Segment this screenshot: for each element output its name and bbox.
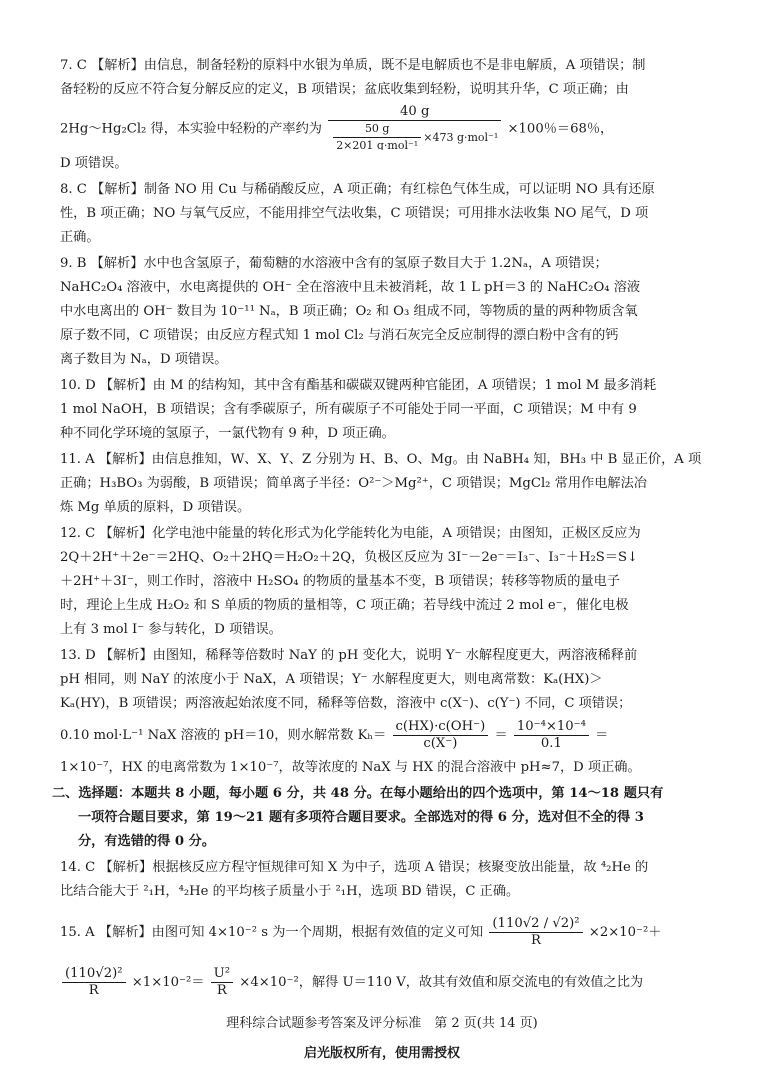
q7-denominator-tail: ×473 g·mol⁻¹	[423, 131, 499, 144]
q13-kh-denominator-1: c(X⁻)	[423, 736, 458, 751]
q15-fraction-1-numerator: (110√2 / √2)²	[489, 916, 582, 933]
q7-inner-denominator: 2×201 g·mol⁻¹	[336, 139, 419, 150]
q8-line-1: 8. C 【解析】制备 NO 用 Cu 与稀硝酸反应，A 项正确；有红棕色气体生成，可以证明 NO 具有还原	[60, 182, 655, 197]
q9-line-5: 离子数目为 Nₐ，D 项错误。	[60, 352, 228, 367]
section-2-line-2: 一项符合题目要求，第 19～21 题有多项符合题目要求。全部选对的得 6 分，选对但不全的得 3	[78, 810, 644, 825]
q15-term-1: ×2×10⁻²＋	[588, 925, 662, 940]
q7-yield-result: ×100％＝68％，	[507, 121, 614, 137]
q7-line-4: D 项错误。	[60, 156, 128, 171]
q12-line-1: 12. C 【解析】化学电池中能量的转化形式为化学能转化为电能，A 项错误；由图知，正极区反应为	[60, 526, 641, 541]
q15-fraction-3	[211, 966, 233, 999]
q15-fraction-3-numerator: U²	[211, 966, 233, 983]
q7-line-2: 备轻粉的反应不符合复分解反应的定义，B 项错误；盆底收集到轻粉，说明其升华，C 项正确；由	[60, 82, 629, 97]
q14-line-1: 14. C 【解析】根据核反应方程守恒规律可知 X 为中子，选项 A 错误；核聚变放出能量，故 ⁴₂He 的	[60, 860, 649, 875]
q15-line-1	[60, 908, 710, 958]
q13-equals-2: ＝	[595, 728, 609, 743]
q9-line-3: 中水电离出的 OH⁻ 数目为 10⁻¹¹ Nₐ，B 项正确；O₂ 和 O₃ 组成不同，等物质的量的两种物质含氧	[60, 304, 638, 319]
q7-yield-numerator: 40 g	[328, 104, 501, 121]
q13-kh-denominator-2: 0.1	[540, 736, 562, 751]
q13-line-5: 1×10⁻⁷，HX 的电离常数为 1×10⁻⁷，故等浓度的 NaX 与 HX 的混合溶液中 pH≈7，D 项正确。	[60, 760, 641, 775]
q15-text: 15. A 【解析】由图可知 4×10⁻² s 为一个周期，根据有效值的定义可知	[60, 925, 484, 940]
q7-line-3	[60, 104, 710, 150]
q15-fraction-2-denominator: R	[88, 983, 99, 998]
q15-fraction-2	[62, 966, 126, 999]
q7-yield-text: 2Hg～Hg₂Cl₂ 得，本实验中轻粉的产率约为	[60, 121, 322, 137]
q13-line-3: Kₐ(HY)，B 项错误；两溶液起始浓度不同，稀释等倍数，溶液中 c(X⁻)、c(Y⁻) 不同，C 项错误；	[60, 696, 632, 711]
q9-line-1: 9. B 【解析】水中也含氢原子，葡萄糖的水溶液中含有的氢原子数目大于 1.2Nₐ，A 项错误；	[60, 256, 608, 271]
q15-fraction-1-denominator: R	[531, 933, 541, 948]
q8-line-2: 性，B 项正确；NO 与氧气反应，不能用排空气法收集，C 项错误；可用排水法收集 NO 尾气，D 项	[60, 206, 649, 221]
q13-line-4	[60, 718, 710, 754]
q15-result: ×4×10⁻²，解得 U＝110 V，故其有效值和原交流电的有效值之比为	[239, 975, 644, 990]
q15-fraction-1	[489, 916, 582, 949]
q8-line-3: 正确。	[60, 230, 100, 245]
q12-line-2: 2Q＋2H⁺＋2e⁻＝2HQ、O₂＋2HQ＝H₂O₂＋2Q，负极区反应为 3I⁻－2e⁻＝I₃⁻、I₃⁻＋H₂S＝S↓	[60, 550, 639, 565]
q9-line-4: 原子数不同，C 项错误；由反应方程式知 1 mol Cl₂ 与消石灰完全反应制得的漂白粉中含有的钙	[60, 328, 619, 343]
q11-line-2: 正确；H₃BO₃ 为弱酸，B 项错误；简单离子半径：O²⁻＞Mg²⁺，C 项错误；MgCl₂ 常用作电解法冶	[60, 476, 647, 491]
q15-fraction-3-denominator: R	[216, 983, 227, 998]
q11-line-1: 11. A 【解析】由信息推知，W、X、Y、Z 分别为 H、B、O、Mg。由 NaBH₄ 知，BH₃ 中 B 显正价，A 项	[60, 452, 702, 467]
q13-kh-fraction-1	[393, 719, 489, 752]
q10-line-3: 种不同化学环境的氢原子，一氯代物有 9 种，D 项正确。	[60, 426, 395, 441]
q7-inner-numerator: 50 g	[333, 121, 421, 138]
q13-line-1: 13. D 【解析】由图知，稀释等倍数时 NaY 的 pH 变化大，说明 Y⁻ 水解程度更大，两溶液稀释前	[60, 648, 638, 663]
q12-line-3: ＋2H⁺＋3I⁻，则工作时，溶液中 H₂SO₄ 的物质的量基本不变，B 项错误；转移等物质的量电子	[60, 574, 620, 589]
q13-kh-fraction-2	[514, 719, 589, 752]
q12-line-4: 时，理论上生成 H₂O₂ 和 S 单质的物质的量相等，C 项正确；若导线中流过 2 mol e⁻，催化电极	[60, 598, 629, 613]
q9-line-2: NaHC₂O₄ 溶液中，水电离提供的 OH⁻ 全在溶液中且未被消耗，故 1 L pH＝3 的 NaHC₂O₄ 溶液	[60, 280, 641, 295]
q13-line-2: pH 相同，则 NaY 的浓度小于 NaX，A 项错误；Y⁻ 水解程度更大，则电离常数：Kₐ(HX)＞	[60, 672, 603, 687]
q7-inner-fraction	[333, 121, 421, 150]
page-footer-title: 理科综合试题参考答案及评分标准 第 2 页(共 14 页)	[226, 1016, 538, 1031]
q13-kh-text: 0.10 mol·L⁻¹ NaX 溶液的 pH＝10，则水解常数 Kₕ＝	[60, 728, 387, 743]
q7-yield-denominator	[328, 121, 501, 150]
q7-yield-fraction	[328, 104, 501, 150]
q10-line-2: 1 mol NaOH，B 项错误；含有季碳原子，所有碳原子不可能处于同一平面，C 项错误；M 中有 9	[60, 402, 637, 417]
q13-kh-numerator-1: c(HX)·c(OH⁻)	[393, 719, 489, 736]
q10-line-1: 10. D 【解析】由 M 的结构知，其中含有酯基和碳碳双键两种官能团，A 项错误；1 mol M 最多消耗	[60, 378, 657, 393]
q13-equals: ＝	[494, 728, 508, 743]
q13-kh-numerator-2: 10⁻⁴×10⁻⁴	[514, 719, 589, 736]
q15-term-2: ×1×10⁻²＝	[131, 975, 205, 990]
section-2-line-1: 二、选择题：本题共 8 小题，每小题 6 分，共 48 分。在每小题给出的四个选项中，第 14～18 题只有	[52, 786, 664, 801]
q15-fraction-2-numerator: (110√2)²	[62, 966, 126, 983]
q12-line-5: 上有 3 mol I⁻ 参与转化，D 项错误。	[60, 622, 282, 637]
q7-line-1: 7. C 【解析】由信息，制备轻粉的原料中水银为单质，既不是电解质也不是非电解质，A 项错误；制	[60, 58, 646, 73]
q11-line-3: 炼 Mg 单质的原料，D 项错误。	[60, 500, 251, 515]
page-footer-copyright: 启光版权所有，使用需授权	[303, 1046, 460, 1061]
q15-line-2	[60, 962, 710, 1004]
q14-line-2: 比结合能大于 ²₁H，⁴₂He 的平均核子质量小于 ²₁H，选项 BD 错误，C 正确。	[60, 884, 520, 899]
section-2-line-3: 分，有选错的得 0 分。	[78, 834, 216, 849]
